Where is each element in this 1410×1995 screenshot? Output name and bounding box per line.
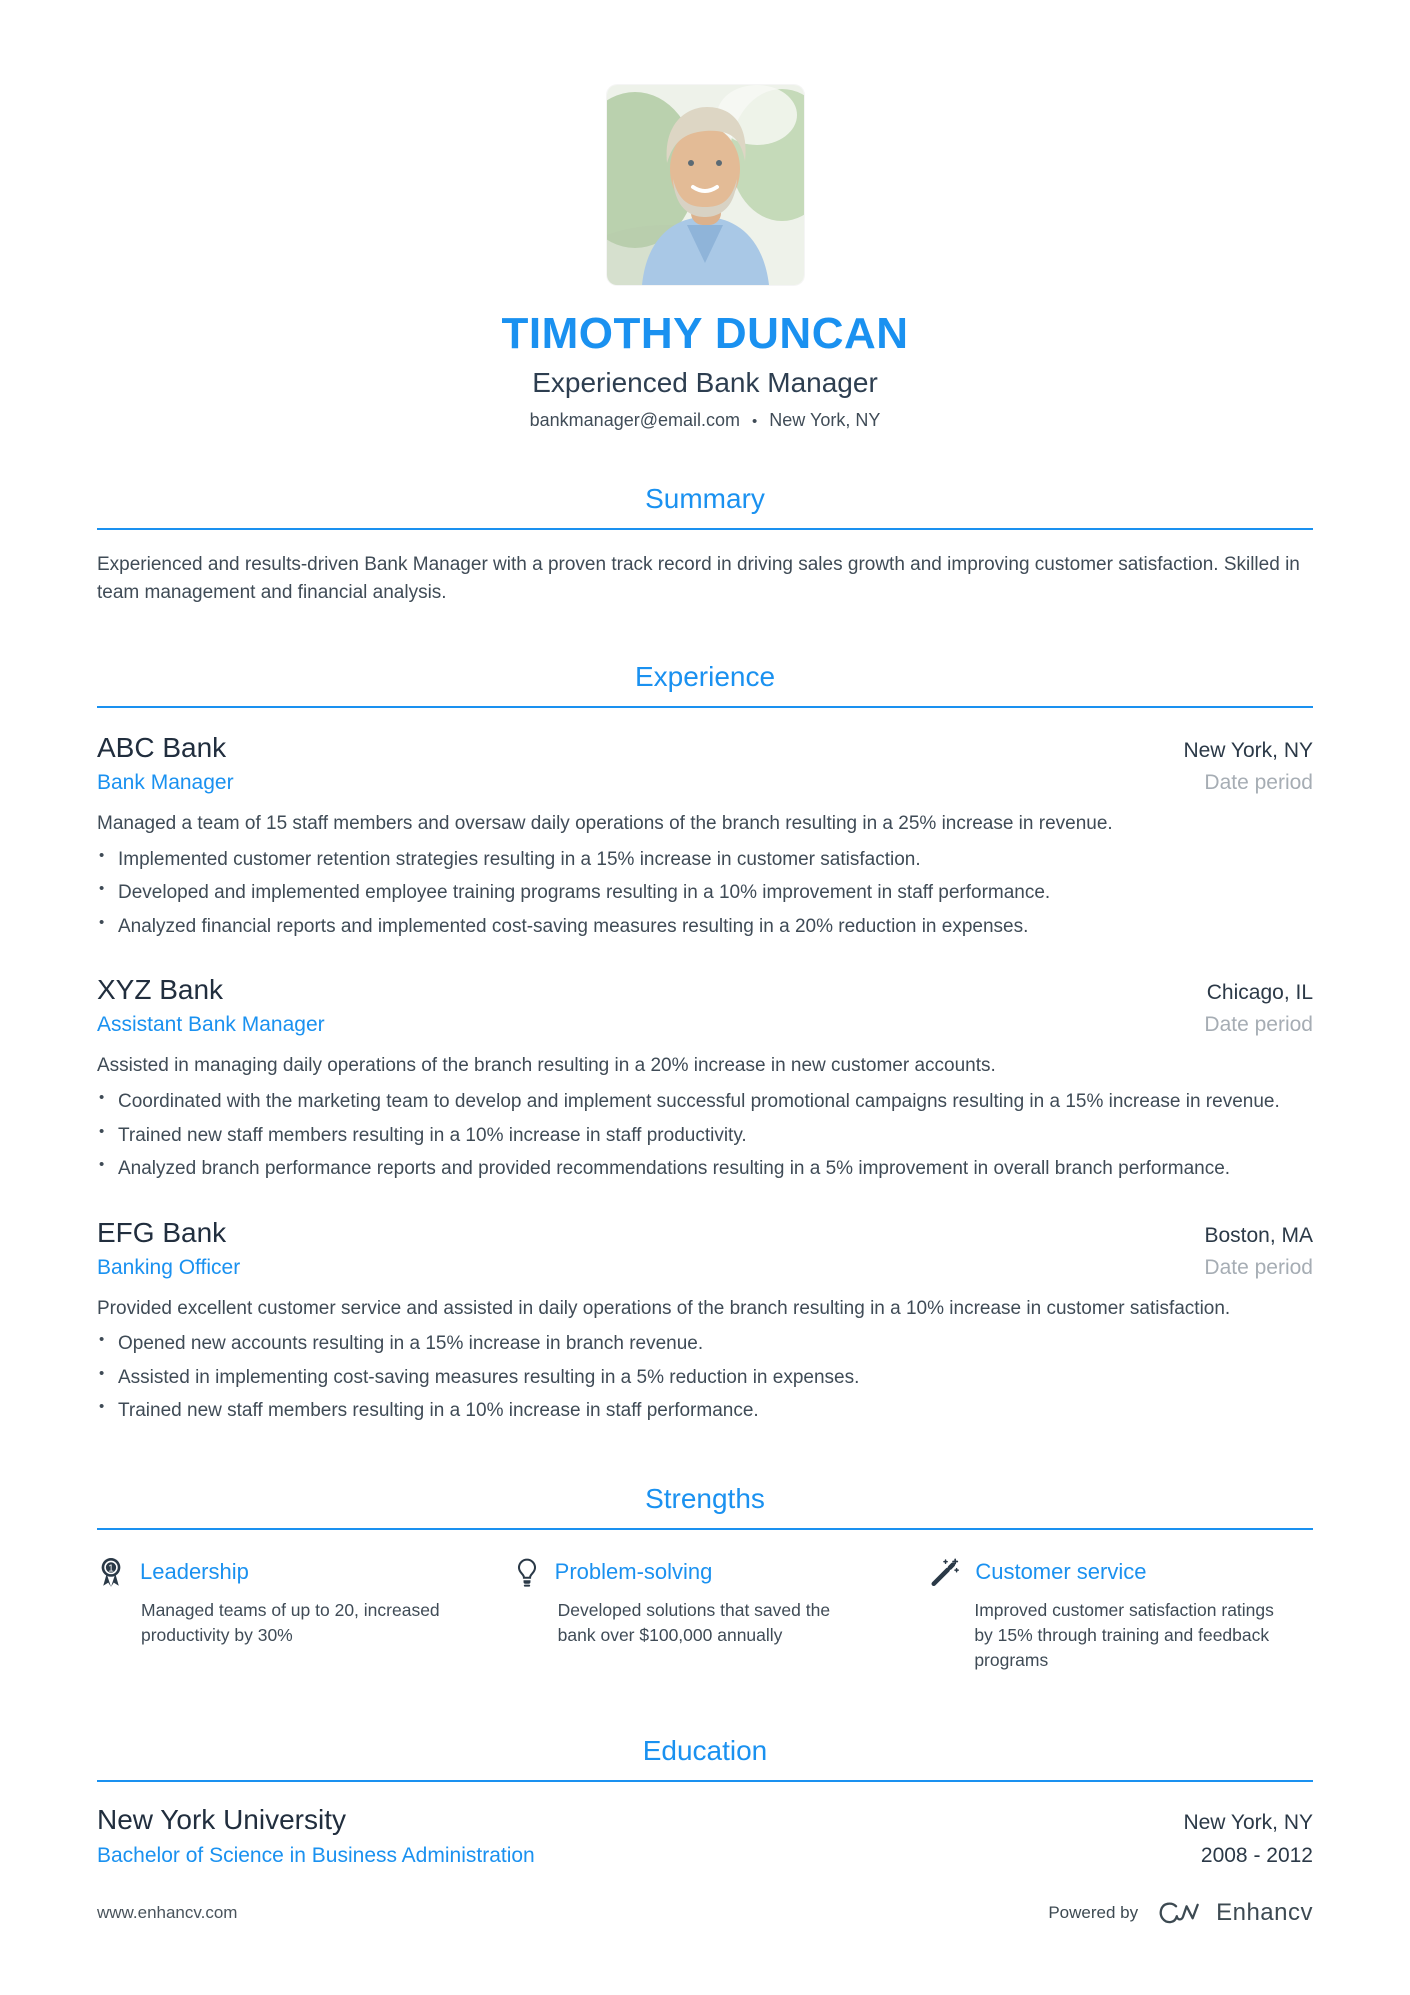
strengths-heading: Strengths (97, 1483, 1313, 1530)
degree-name: Bachelor of Science in Business Administration (97, 1843, 535, 1867)
strength-leadership (97, 1556, 480, 1673)
job-period: Date period (1204, 1013, 1313, 1037)
job-position: Assistant Bank Manager (97, 1013, 325, 1037)
contact-line (97, 410, 1313, 431)
powered-by-label: Powered by (1048, 1903, 1139, 1922)
job-header-row (97, 732, 1313, 764)
job-bullet: • Analyzed financial reports and implemented cost-saving measures resulting in a 20% reduction in expenses. (97, 914, 1313, 941)
job-position: Banking Officer (97, 1255, 241, 1279)
email-text[interactable]: bankmanager@email.com (529, 410, 741, 430)
job-summary: Provided excellent customer service and assisted in daily operations of the branch resulting in a 10% increase in customer satisfaction. (97, 1297, 1231, 1319)
company-name: EFG Bank (97, 1216, 227, 1248)
summary-text: Experienced and results-driven Bank Manager with a proven track record in driving sales growth and improving customer satisfaction. Skilled in team management and financial analysis. (97, 554, 1300, 603)
company-name: XYZ Bank (97, 974, 224, 1006)
experience-heading: Experience (97, 661, 1313, 708)
profile-photo (607, 85, 804, 285)
job-efg-bank (97, 1217, 1313, 1425)
education-header-row (97, 1804, 1313, 1836)
job-bullet-list (97, 1089, 1313, 1183)
strength-text: Managed teams of up to 20, increased productivity by 30% (141, 1600, 440, 1645)
job-position-row (97, 771, 1313, 795)
job-bullet-list (97, 1331, 1313, 1425)
education-heading: Education (97, 1735, 1313, 1782)
education-degree-row (97, 1844, 1313, 1868)
strength-header (97, 1556, 480, 1588)
school-name: New York University (97, 1803, 346, 1835)
job-bullet: • Opened new accounts resulting in a 15% increase in branch revenue. (97, 1331, 1313, 1358)
enhancv-wordmark: Enhancv (1216, 1899, 1313, 1926)
page-footer (97, 1897, 1313, 1929)
job-abc-bank (97, 732, 1313, 940)
profile-photo-illustration (607, 85, 804, 285)
strength-title: Leadership (140, 1559, 249, 1585)
job-position: Bank Manager (97, 771, 234, 795)
candidate-title: Experienced Bank Manager (532, 367, 878, 398)
job-bullet: • Coordinated with the marketing team to develop and implement successful promotional campaigns resulting in a 15% increase in revenue. (97, 1089, 1313, 1116)
candidate-name: TIMOTHY DUNCAN (501, 309, 909, 358)
contact-separator: • (752, 413, 758, 430)
summary-section (97, 483, 1313, 606)
website-link[interactable]: www.enhancv.com (97, 1903, 238, 1922)
medal-icon (97, 1556, 125, 1588)
job-bullet: • Trained new staff members resulting in a 10% increase in staff performance. (97, 1398, 1313, 1425)
enhancv-logo-icon (1153, 1897, 1201, 1929)
strength-header (930, 1556, 1313, 1588)
job-position-row (97, 1256, 1313, 1280)
strength-problem-solving (514, 1556, 897, 1673)
strength-text: Developed solutions that saved the bank over $100,000 annually (557, 1600, 831, 1645)
job-summary: Assisted in managing daily operations of the branch resulting in a 20% increase in new customer accounts. (97, 1055, 996, 1077)
education-location: New York, NY (1183, 1810, 1313, 1834)
job-position-row (97, 1013, 1313, 1037)
magic-wand-icon (930, 1556, 960, 1588)
job-bullet: • Assisted in implementing cost-saving measures resulting in a 5% reduction in expenses. (97, 1365, 1313, 1392)
job-period: Date period (1204, 1255, 1313, 1279)
experience-section (97, 661, 1313, 1425)
strength-title: Customer service (975, 1559, 1147, 1585)
job-bullet: • Trained new staff members resulting in a 10% increase in staff productivity. (97, 1123, 1313, 1150)
job-period: Date period (1204, 771, 1313, 795)
job-bullet: • Analyzed branch performance reports and provided recommendations resulting in a 5% improvement in overall branch performance. (97, 1156, 1313, 1183)
location-text: New York, NY (769, 410, 881, 430)
lightbulb-icon (514, 1556, 540, 1588)
job-location: New York, NY (1183, 739, 1313, 763)
strengths-grid (97, 1556, 1313, 1673)
education-section (97, 1735, 1313, 1868)
job-location: Chicago, IL (1206, 981, 1313, 1005)
job-header-row (97, 974, 1313, 1006)
job-xyz-bank (97, 974, 1313, 1182)
strengths-section (97, 1483, 1313, 1673)
job-header-row (97, 1217, 1313, 1249)
strength-text: Improved customer satisfaction ratings by 15% through training and feedback programs (974, 1600, 1274, 1670)
strength-title: Problem-solving (554, 1559, 713, 1585)
education-entry (97, 1804, 1313, 1868)
company-name: ABC Bank (97, 732, 227, 764)
svg-text:1: 1 (108, 1563, 114, 1575)
strength-customer-service (930, 1556, 1313, 1673)
job-bullet: • Implemented customer retention strategies resulting in a 15% increase in customer satisfaction. (97, 847, 1313, 874)
header-photo-area (97, 85, 1313, 285)
powered-by-brand[interactable] (1048, 1897, 1313, 1929)
summary-heading: Summary (97, 483, 1313, 530)
job-bullet: • Developed and implemented employee training programs resulting in a 10% improvement in staff performance. (97, 880, 1313, 907)
strength-header (514, 1556, 897, 1588)
job-location: Boston, MA (1204, 1223, 1313, 1247)
job-summary: Managed a team of 15 staff members and oversaw daily operations of the branch resulting in a 25% increase in revenue. (97, 813, 1113, 835)
job-bullet-list (97, 847, 1313, 941)
education-years: 2008 - 2012 (1200, 1843, 1313, 1867)
